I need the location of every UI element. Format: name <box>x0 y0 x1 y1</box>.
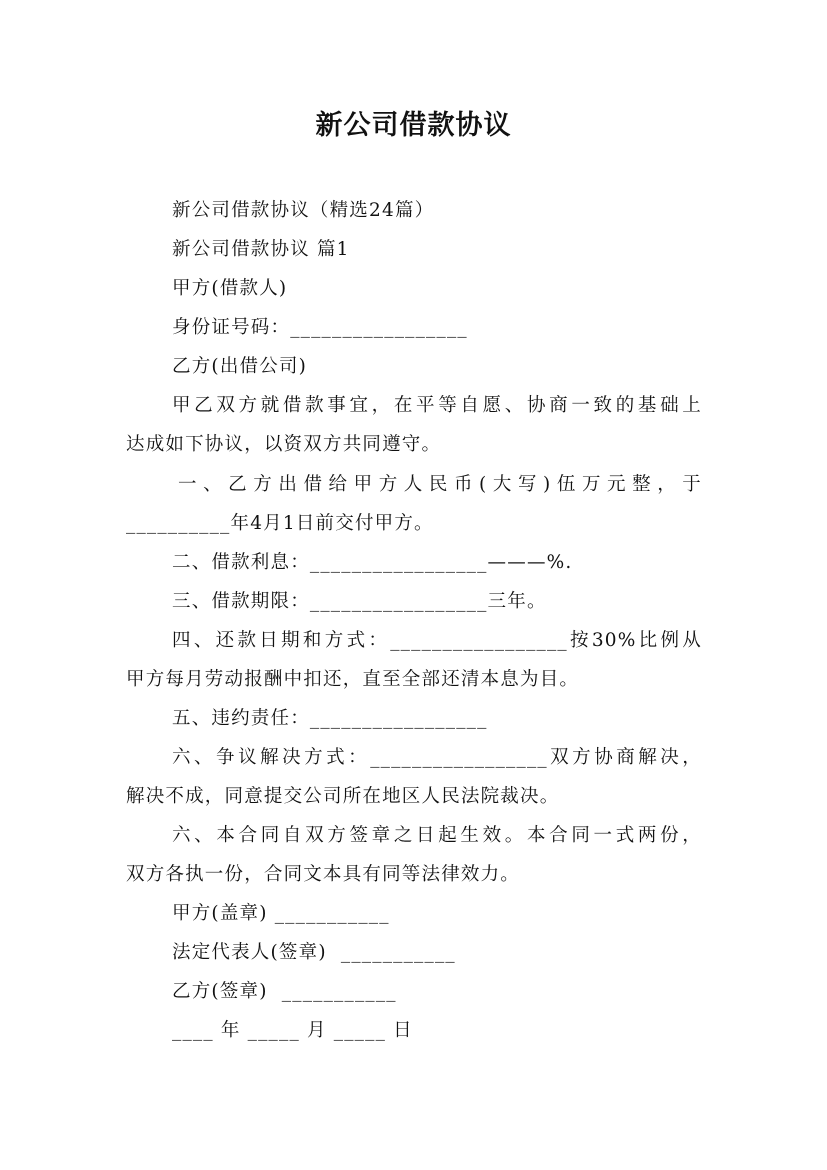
clause-6-line-2: 解决不成，同意提交公司所在地区人民法院裁决。 <box>126 786 560 807</box>
clause-7-line-1: 六、本合同自双方签章之日起生效。本合同一式两份， <box>172 825 702 846</box>
clause-3-line: 三、借款期限：_________________三年。 <box>172 591 547 612</box>
party-b-signature-line: 乙方(签章) ___________ <box>172 981 397 1002</box>
party-b-line: 乙方(出借公司) <box>172 356 308 377</box>
id-number-line: 身份证号码：_________________ <box>172 317 468 338</box>
clause-1-line-1: 一、乙方出借给甲方人民币(大写)伍万元整，于 <box>178 474 702 495</box>
clause-7-line-2: 双方各执一份，合同文本具有同等法律效力。 <box>126 864 521 885</box>
clause-4-line-1: 四、还款日期和方式：_________________按30%比例从 <box>172 630 702 651</box>
preamble-line-2: 达成如下协议，以资双方共同遵守。 <box>126 434 442 455</box>
clause-6-line-1: 六、争议解决方式：_________________双方协商解决， <box>172 747 702 768</box>
legal-rep-signature-line: 法定代表人(签章) ___________ <box>172 942 456 963</box>
date-line: ____ 年 _____ 月 _____ 日 <box>172 1020 413 1041</box>
clause-5-line: 五、违约责任：_________________ <box>172 708 488 729</box>
party-a-seal-line: 甲方(盖章) ___________ <box>172 903 390 924</box>
clause-2-line: 二、借款利息：_________________———%. <box>172 552 573 573</box>
preamble-line-1: 甲乙双方就借款事宜，在平等自愿、协商一致的基础上 <box>172 395 702 416</box>
section-heading: 新公司借款协议 篇1 <box>172 239 350 260</box>
clause-1-line-2: __________年4月1日前交付甲方。 <box>126 513 434 534</box>
subtitle-line: 新公司借款协议（精选24篇） <box>172 200 435 221</box>
clause-4-line-2: 甲方每月劳动报酬中扣还，直至全部还清本息为目。 <box>126 669 580 690</box>
party-a-line: 甲方(借款人) <box>172 278 288 299</box>
document-title: 新公司借款协议 <box>315 110 512 141</box>
